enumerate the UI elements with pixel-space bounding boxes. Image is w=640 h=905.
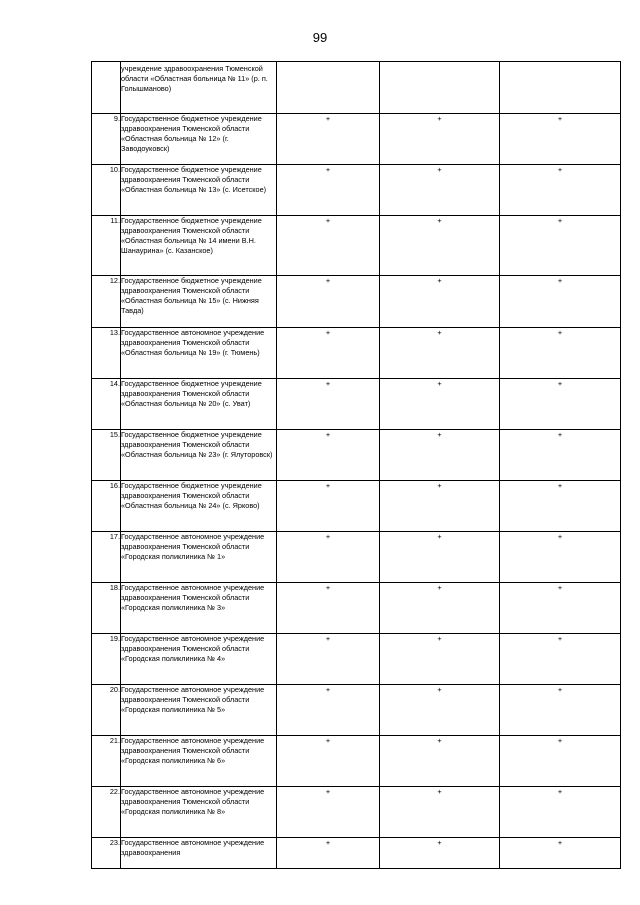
mark-cell: + <box>380 685 500 736</box>
row-number: 21. <box>92 736 121 787</box>
mark-cell: + <box>277 216 380 276</box>
table-row <box>92 216 621 276</box>
facility-name: Государственное автономное учреждение здравоохранения Тюменской области «Городская поликлиника № 6» <box>121 736 277 787</box>
row-number: 9. <box>92 114 121 165</box>
facility-name: Государственное бюджетное учреждение здравоохранения Тюменской области «Областная больница № 13» (с. Исетское) <box>121 165 277 216</box>
mark-cell: + <box>500 114 621 165</box>
table-row <box>92 276 621 328</box>
table-row <box>92 165 621 216</box>
table-body <box>92 62 621 869</box>
table-row <box>92 838 621 869</box>
row-number: 13. <box>92 328 121 379</box>
mark-cell: + <box>500 165 621 216</box>
row-number: 12. <box>92 276 121 328</box>
table-row <box>92 532 621 583</box>
table-row <box>92 481 621 532</box>
mark-cell: + <box>277 787 380 838</box>
mark-cell: + <box>380 379 500 430</box>
facility-name: Государственное автономное учреждение здравоохранения Тюменской области «Городская поликлиника № 3» <box>121 583 277 634</box>
table-row <box>92 685 621 736</box>
table-row <box>92 583 621 634</box>
mark-cell: + <box>500 685 621 736</box>
mark-cell: + <box>500 216 621 276</box>
mark-cell: + <box>277 583 380 634</box>
row-number: 10. <box>92 165 121 216</box>
page-number: 99 <box>312 30 328 45</box>
row-number: 20. <box>92 685 121 736</box>
mark-cell: + <box>380 634 500 685</box>
mark-cell: + <box>380 736 500 787</box>
facility-name: Государственное бюджетное учреждение здравоохранения Тюменской области «Областная больница № 14 имени В.Н. Шанаурина» (с. Казанское) <box>121 216 277 276</box>
mark-cell <box>277 62 380 114</box>
row-number: 19. <box>92 634 121 685</box>
table-row <box>92 62 621 114</box>
facilities-table <box>91 61 621 869</box>
mark-cell: + <box>277 165 380 216</box>
mark-cell: + <box>380 532 500 583</box>
mark-cell: + <box>277 838 380 869</box>
mark-cell: + <box>500 328 621 379</box>
mark-cell: + <box>380 838 500 869</box>
table-row <box>92 787 621 838</box>
table-row <box>92 736 621 787</box>
mark-cell: + <box>500 481 621 532</box>
row-number: 23. <box>92 838 121 869</box>
mark-cell: + <box>277 685 380 736</box>
facility-name: Государственное бюджетное учреждение здравоохранения Тюменской области «Областная больница № 12» (г. Заводоуковск) <box>121 114 277 165</box>
mark-cell: + <box>277 114 380 165</box>
mark-cell: + <box>277 634 380 685</box>
mark-cell: + <box>500 583 621 634</box>
row-number: 22. <box>92 787 121 838</box>
mark-cell: + <box>500 276 621 328</box>
mark-cell: + <box>277 481 380 532</box>
mark-cell: + <box>380 276 500 328</box>
row-number: 17. <box>92 532 121 583</box>
mark-cell: + <box>500 379 621 430</box>
facility-name: Государственное автономное учреждение здравоохранения Тюменской области «Городская поликлиника № 5» <box>121 685 277 736</box>
mark-cell: + <box>277 532 380 583</box>
mark-cell: + <box>500 532 621 583</box>
table-row <box>92 114 621 165</box>
mark-cell: + <box>380 216 500 276</box>
mark-cell <box>500 62 621 114</box>
facility-name: Государственное бюджетное учреждение здравоохранения Тюменской области «Областная больница № 23» (г. Ялуторовск) <box>121 430 277 481</box>
mark-cell: + <box>500 430 621 481</box>
facility-name: Государственное автономное учреждение здравоохранения <box>121 838 277 869</box>
facility-name: Государственное бюджетное учреждение здравоохранения Тюменской области «Областная больница № 24» (с. Ярково) <box>121 481 277 532</box>
mark-cell: + <box>277 736 380 787</box>
table-row <box>92 379 621 430</box>
row-number <box>92 62 121 114</box>
mark-cell: + <box>277 430 380 481</box>
mark-cell: + <box>380 165 500 216</box>
row-number: 11. <box>92 216 121 276</box>
facility-name: учреждение здравоохранения Тюменской области «Областная больница № 11» (р. п. Голышманово) <box>121 62 277 114</box>
table-row <box>92 430 621 481</box>
mark-cell <box>380 62 500 114</box>
row-number: 14. <box>92 379 121 430</box>
mark-cell: + <box>500 634 621 685</box>
facility-name: Государственное автономное учреждение здравоохранения Тюменской области «Городская поликлиника № 4» <box>121 634 277 685</box>
facility-name: Государственное автономное учреждение здравоохранения Тюменской области «Городская поликлиника № 1» <box>121 532 277 583</box>
mark-cell: + <box>500 838 621 869</box>
mark-cell: + <box>277 328 380 379</box>
mark-cell: + <box>380 787 500 838</box>
table-row <box>92 634 621 685</box>
facility-name: Государственное автономное учреждение здравоохранения Тюменской области «Областная больница № 19» (г. Тюмень) <box>121 328 277 379</box>
mark-cell: + <box>277 276 380 328</box>
mark-cell: + <box>500 787 621 838</box>
mark-cell: + <box>380 114 500 165</box>
mark-cell: + <box>380 481 500 532</box>
facility-name: Государственное автономное учреждение здравоохранения Тюменской области «Городская поликлиника № 8» <box>121 787 277 838</box>
row-number: 18. <box>92 583 121 634</box>
mark-cell: + <box>380 328 500 379</box>
row-number: 16. <box>92 481 121 532</box>
mark-cell: + <box>500 736 621 787</box>
mark-cell: + <box>380 583 500 634</box>
mark-cell: + <box>277 379 380 430</box>
facility-name: Государственное бюджетное учреждение здравоохранения Тюменской области «Областная больница № 15» (с. Нижняя Тавда) <box>121 276 277 328</box>
mark-cell: + <box>380 430 500 481</box>
facility-name: Государственное бюджетное учреждение здравоохранения Тюменской области «Областная больница № 20» (с. Уват) <box>121 379 277 430</box>
table-row <box>92 328 621 379</box>
row-number: 15. <box>92 430 121 481</box>
